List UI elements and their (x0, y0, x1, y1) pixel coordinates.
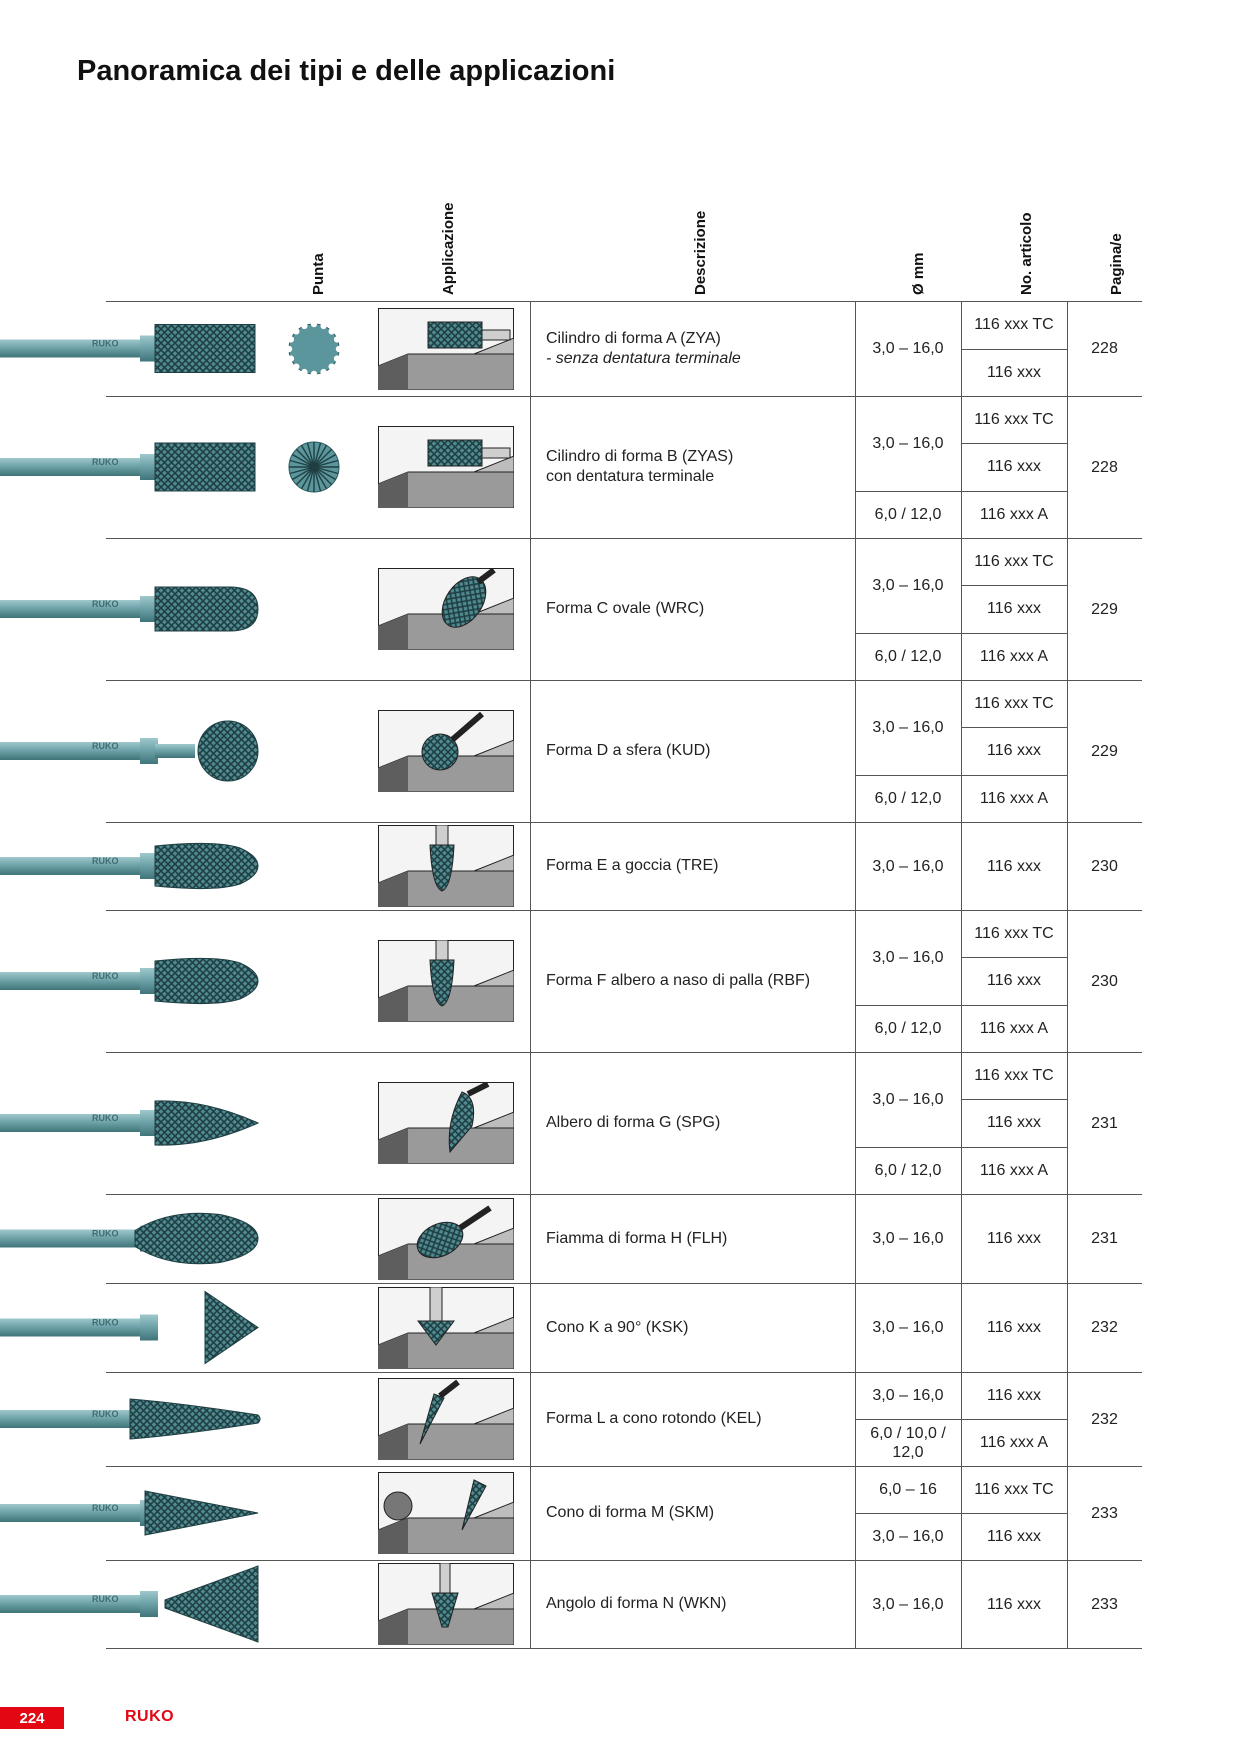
article-number: 116 xxx A (979, 789, 1049, 807)
page-reference: 232 (1091, 1410, 1118, 1428)
diameter-range: 3,0 – 16,0 (872, 1528, 944, 1545)
shape-name: Cilindro di forma B (ZYAS) (546, 448, 734, 465)
shape-name: Angolo di forma N (WKN) (546, 1595, 727, 1612)
page-reference: 233 (1091, 1595, 1118, 1613)
tool-image (0, 1052, 262, 1194)
description (546, 1052, 856, 1194)
cell-rule (961, 727, 1067, 728)
page-reference: 232 (1091, 1319, 1118, 1336)
row-rule (106, 1648, 1142, 1649)
tool-image (0, 1466, 262, 1560)
description (546, 1283, 856, 1372)
svg-text:RUKO: RUKO (92, 1594, 119, 1604)
page-title: Panoramica dei tipi e delle applicazioni (77, 55, 616, 87)
diameter-range: 3,0 – 16,0 (872, 1230, 944, 1247)
cell-rule (961, 443, 1067, 444)
svg-text:RUKO: RUKO (92, 856, 119, 866)
article-number: 116 xxx (987, 458, 1041, 476)
header-article: No. articolo (1018, 212, 1035, 295)
shape-name: Fiamma di forma H (FLH) (546, 1229, 728, 1247)
header-application: Applicazione (440, 202, 457, 295)
article-number: 116 xxx TC (974, 316, 1054, 334)
article-number: 116 xxx A (979, 1161, 1049, 1179)
tool-image (0, 1283, 262, 1372)
description (546, 1194, 856, 1283)
application-illustration (378, 568, 514, 650)
svg-text:RUKO: RUKO (92, 1317, 119, 1328)
tool-image (0, 301, 262, 396)
article-number: 116 xxx A (979, 1019, 1049, 1037)
diameter-range: 3,0 – 16,0 (872, 948, 944, 966)
application-illustration (378, 1287, 514, 1369)
article-number: 116 xxx (987, 1114, 1041, 1132)
svg-text:RUKO: RUKO (92, 1503, 119, 1513)
shape-name: Forma C ovale (WRC) (546, 600, 705, 617)
cell-rule (855, 1419, 961, 1420)
diameter-range: 3,0 – 16,0 (872, 1387, 944, 1404)
tool-image (0, 1194, 262, 1283)
article-number: 116 xxx (987, 1595, 1041, 1613)
page-reference: 230 (1091, 972, 1118, 990)
page-reference: 228 (1091, 340, 1118, 357)
cell-rule (855, 1513, 961, 1514)
page-reference: 230 (1091, 857, 1118, 875)
diameter-range: 6,0 / 12,0 (874, 647, 942, 665)
article-number: 116 xxx A (979, 1434, 1049, 1451)
page-reference: 231 (1091, 1114, 1118, 1132)
page-reference: 233 (1091, 1504, 1118, 1522)
svg-text:RUKO: RUKO (92, 1228, 119, 1239)
cell-rule (961, 1419, 1067, 1420)
article-number: 116 xxx TC (974, 553, 1054, 571)
tool-image (0, 1560, 262, 1648)
cell-rule (961, 585, 1067, 586)
article-number: 116 xxx (987, 972, 1041, 990)
article-number: 116 xxx A (979, 647, 1049, 665)
cell-rule (855, 633, 961, 634)
application-illustration (378, 308, 514, 390)
cell-rule (855, 1147, 961, 1148)
svg-text:RUKO: RUKO (92, 741, 119, 751)
application-illustration (378, 1378, 514, 1460)
description (546, 538, 856, 680)
article-number: 116 xxx (987, 363, 1041, 381)
svg-text:RUKO: RUKO (92, 599, 119, 609)
application-illustration (378, 1198, 514, 1280)
diameter-range: 3,0 – 16,0 (872, 1090, 944, 1108)
description (546, 396, 856, 538)
shape-name: Cono di forma M (SKM) (546, 1504, 715, 1521)
page-reference: 229 (1091, 742, 1118, 760)
tool-image (0, 910, 262, 1052)
article-number: 116 xxx TC (974, 695, 1054, 713)
cell-rule (961, 633, 1067, 634)
article-number: 116 xxx TC (974, 1067, 1054, 1085)
shape-name: Albero di forma G (SPG) (546, 1114, 721, 1131)
page-reference: 229 (1091, 600, 1118, 618)
diameter-range: 6,0 – 16 (879, 1481, 937, 1498)
shape-name: Forma F albero a naso di palla (RBF) (546, 972, 811, 989)
cell-rule (961, 491, 1067, 492)
cell-rule (961, 349, 1067, 350)
header-pages: Pagina/e (1108, 233, 1125, 295)
diameter-range: 3,0 – 16,0 (872, 1319, 944, 1336)
application-illustration (378, 1472, 514, 1554)
diameter-range: 3,0 – 16,0 (872, 434, 944, 452)
shape-name: Cono K a 90° (KSK) (546, 1318, 689, 1336)
article-number: 116 xxx (987, 600, 1041, 618)
page-reference: 228 (1091, 458, 1118, 476)
application-illustration (378, 1563, 514, 1645)
cell-rule (961, 1513, 1067, 1514)
page-reference: 231 (1091, 1230, 1118, 1247)
application-illustration (378, 1082, 514, 1164)
shape-name: Forma L a cono rotondo (KEL) (546, 1410, 762, 1427)
svg-text:RUKO: RUKO (92, 457, 119, 467)
diameter-range: 3,0 – 16,0 (872, 576, 944, 594)
page-number: 224 (0, 1707, 64, 1729)
header-tip: Punta (310, 253, 327, 295)
article-number: 116 xxx (987, 1319, 1041, 1336)
description (546, 910, 856, 1052)
shape-name: Cilindro di forma A (ZYA) (546, 329, 721, 347)
description (546, 1372, 856, 1466)
diameter-range: 6,0 / 12,0 (874, 1019, 942, 1037)
cell-rule (855, 775, 961, 776)
article-number: 116 xxx TC (974, 1481, 1054, 1498)
article-number: 116 xxx (987, 1528, 1041, 1545)
shape-note: - senza dentatura terminale (546, 349, 741, 367)
article-number: 116 xxx (987, 1387, 1041, 1404)
svg-text:RUKO: RUKO (92, 1409, 119, 1419)
cell-rule (855, 491, 961, 492)
header-diameter: Ø mm (910, 252, 927, 295)
article-number: 116 xxx TC (974, 411, 1054, 429)
tool-image (0, 396, 262, 538)
article-number: 116 xxx A (979, 505, 1049, 523)
application-illustration (378, 426, 514, 508)
description (546, 301, 856, 396)
application-illustration (378, 710, 514, 792)
diameter-range: 3,0 – 16,0 (872, 718, 944, 736)
diameter-range: 3,0 – 16,0 (872, 857, 944, 875)
end-cut-icon (287, 440, 341, 494)
brand-logo: RUKO (125, 1708, 175, 1725)
cell-rule (961, 775, 1067, 776)
article-number: 116 xxx (987, 1230, 1041, 1247)
cell-rule (961, 1099, 1067, 1100)
description (546, 1466, 856, 1560)
description (546, 1560, 856, 1648)
description (546, 822, 856, 910)
tool-image (0, 538, 262, 680)
flat-end-icon (287, 322, 341, 376)
diameter-range: 6,0 / 12,0 (874, 789, 942, 807)
column-rule (530, 301, 531, 1648)
article-number: 116 xxx TC (974, 925, 1054, 943)
tool-image (0, 1372, 262, 1466)
shape-note: con dentatura terminale (546, 468, 715, 485)
cell-rule (855, 1005, 961, 1006)
application-illustration (378, 940, 514, 1022)
diameter-range: 3,0 – 16,0 (872, 340, 944, 357)
diameter-range: 3,0 – 16,0 (872, 1595, 944, 1613)
description (546, 680, 856, 822)
tool-image (0, 680, 262, 822)
diameter-range: 6,0 / 10,0 / 12,0 (870, 1424, 946, 1461)
application-illustration (378, 825, 514, 907)
svg-text:RUKO: RUKO (92, 1113, 119, 1123)
cell-rule (961, 1005, 1067, 1006)
cell-rule (961, 1147, 1067, 1148)
diameter-range: 6,0 / 12,0 (874, 1161, 942, 1179)
svg-text:RUKO: RUKO (92, 338, 119, 349)
tool-image (0, 822, 262, 910)
diameter-range: 6,0 / 12,0 (874, 505, 942, 523)
shape-name: Forma D a sfera (KUD) (546, 742, 711, 759)
cell-rule (961, 957, 1067, 958)
header-description: Descrizione (692, 210, 709, 295)
svg-text:RUKO: RUKO (92, 971, 119, 981)
article-number: 116 xxx (987, 857, 1041, 875)
article-number: 116 xxx (987, 742, 1041, 760)
shape-name: Forma E a goccia (TRE) (546, 857, 719, 874)
